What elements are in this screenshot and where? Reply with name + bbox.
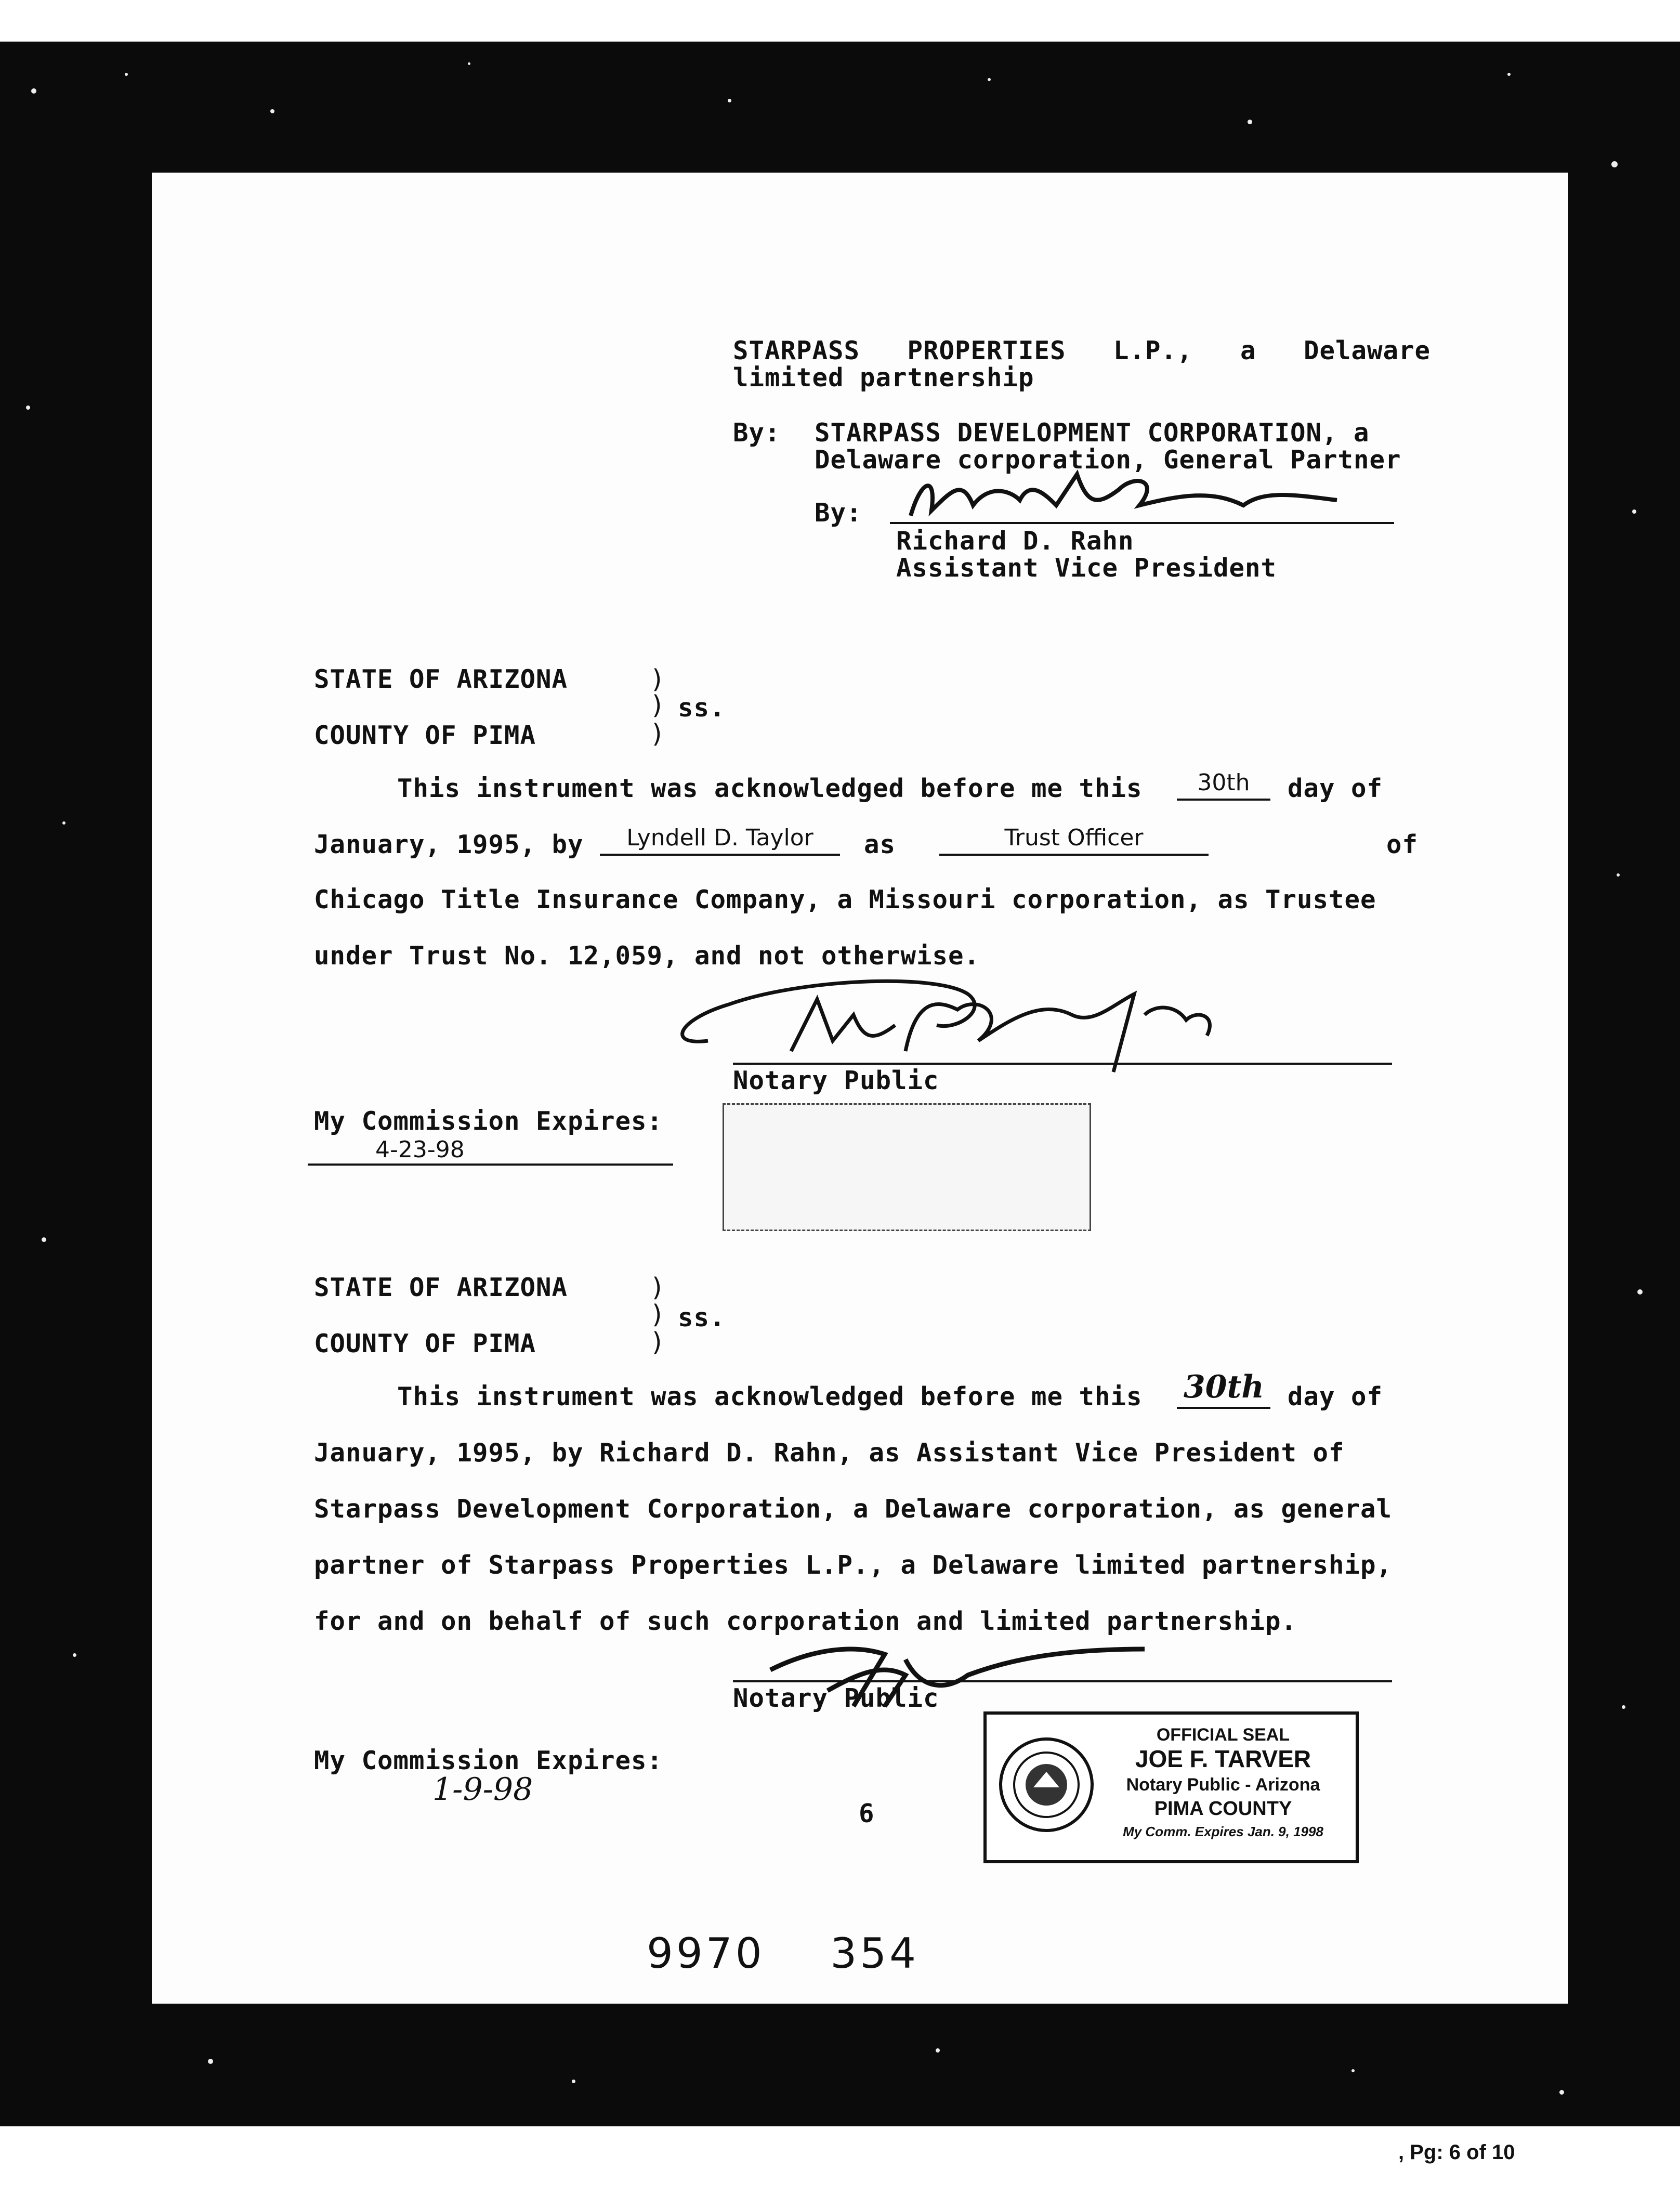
signature-line-1 xyxy=(890,522,1394,524)
ack1-name-line xyxy=(600,854,840,856)
signer-title: Assistant Vice President xyxy=(896,553,1277,583)
ack1-county: COUNTY OF PIMA xyxy=(314,721,536,750)
ack1-capacity-line xyxy=(939,854,1209,856)
ack1-as: as xyxy=(864,830,896,859)
ack1-of: of xyxy=(1386,830,1419,859)
ack2-line1-post: day of xyxy=(1288,1382,1383,1411)
notary-line-1 xyxy=(733,1063,1392,1065)
ack2-paren-2: ) xyxy=(650,1300,665,1329)
notary-line-2 xyxy=(733,1680,1392,1682)
ack2-line5: for and on behalf of such corporation and limited partnership. xyxy=(314,1606,1297,1636)
ack1-line2-pre: January, 1995, by xyxy=(314,830,584,859)
ack1-line3: Chicago Title Insurance Company, a Missouri corporation, as Trustee xyxy=(314,885,1376,914)
ack1-commission-label: My Commission Expires: xyxy=(314,1106,663,1136)
ack1-paren-1: ) xyxy=(650,664,665,694)
ack1-name: Lyndell D. Taylor xyxy=(626,825,813,851)
by-label-2: By: xyxy=(815,498,862,528)
arizona-seal-icon xyxy=(997,1735,1096,1834)
ack1-capacity: Trust Officer xyxy=(1004,825,1144,851)
ack2-day: 30th xyxy=(1184,1369,1264,1405)
seal-line-5: My Comm. Expires Jan. 9, 1998 xyxy=(1123,1824,1323,1839)
ack2-commission-date: 1-9-98 xyxy=(432,1771,533,1808)
signer-name: Richard D. Rahn xyxy=(896,526,1134,556)
ack2-line4: partner of Starpass Properties L.P., a Delaware limited partnership, xyxy=(314,1550,1393,1580)
by-label-1: By: xyxy=(733,418,781,448)
seal-line-4: PIMA COUNTY xyxy=(1154,1798,1292,1820)
ack1-ss: ss. xyxy=(678,693,726,723)
page-number: 6 xyxy=(859,1799,875,1828)
ack1-paren-3: ) xyxy=(650,719,665,749)
ack1-state: STATE OF ARIZONA xyxy=(314,664,568,694)
ack1-day: 30th xyxy=(1197,769,1250,796)
seal-line-2: JOE F. TARVER xyxy=(1135,1745,1311,1772)
ack2-day-line xyxy=(1177,1407,1270,1409)
gp-line-2: Delaware corporation, General Partner xyxy=(815,445,1401,475)
ack1-notary-label: Notary Public xyxy=(733,1066,939,1095)
rahn-signature xyxy=(890,459,1358,531)
ack1-commission-date: 4-23-98 xyxy=(375,1136,465,1163)
ack2-county: COUNTY OF PIMA xyxy=(314,1329,536,1358)
entity-line-1: STARPASS PROPERTIES L.P., a Delaware xyxy=(733,336,1431,365)
ack2-line1-pre: This instrument was acknowledged before me this xyxy=(397,1382,1143,1411)
ack1-line1-pre: This instrument was acknowledged before me this xyxy=(397,774,1143,803)
ack2-commission-label: My Commission Expires: xyxy=(314,1746,663,1775)
ack2-notary-label: Notary Public xyxy=(733,1683,939,1713)
gp-line-1: STARPASS DEVELOPMENT CORPORATION, a xyxy=(815,418,1370,448)
ack2-line2: January, 1995, by Richard D. Rahn, as Assistant Vice President of xyxy=(314,1438,1345,1468)
ack1-line1-post: day of xyxy=(1288,774,1383,803)
official-seal-stamp xyxy=(983,1711,1359,1863)
seal-line-3: Notary Public - Arizona xyxy=(1126,1775,1320,1795)
ack2-line3: Starpass Development Corporation, a Delaware corporation, as general xyxy=(314,1494,1393,1524)
ack1-commission-line xyxy=(308,1164,673,1166)
ack1-paren-2: ) xyxy=(650,690,665,720)
document-page xyxy=(152,173,1568,2004)
ack1-line4: under Trust No. 12,059, and not otherwise. xyxy=(314,941,980,971)
seal-line-1: OFFICIAL SEAL xyxy=(1156,1725,1290,1745)
ack2-paren-1: ) xyxy=(650,1273,665,1302)
entity-line-2: limited partnership xyxy=(733,363,1034,393)
page-footer: , Pg: 6 of 10 xyxy=(1398,2141,1515,2164)
faded-notary-stamp xyxy=(723,1103,1091,1231)
ack1-day-line xyxy=(1177,799,1270,801)
recording-number: 9970 354 xyxy=(647,1929,920,1978)
ack2-state: STATE OF ARIZONA xyxy=(314,1273,568,1302)
ack2-ss: ss. xyxy=(678,1303,726,1332)
ack2-paren-3: ) xyxy=(650,1327,665,1357)
